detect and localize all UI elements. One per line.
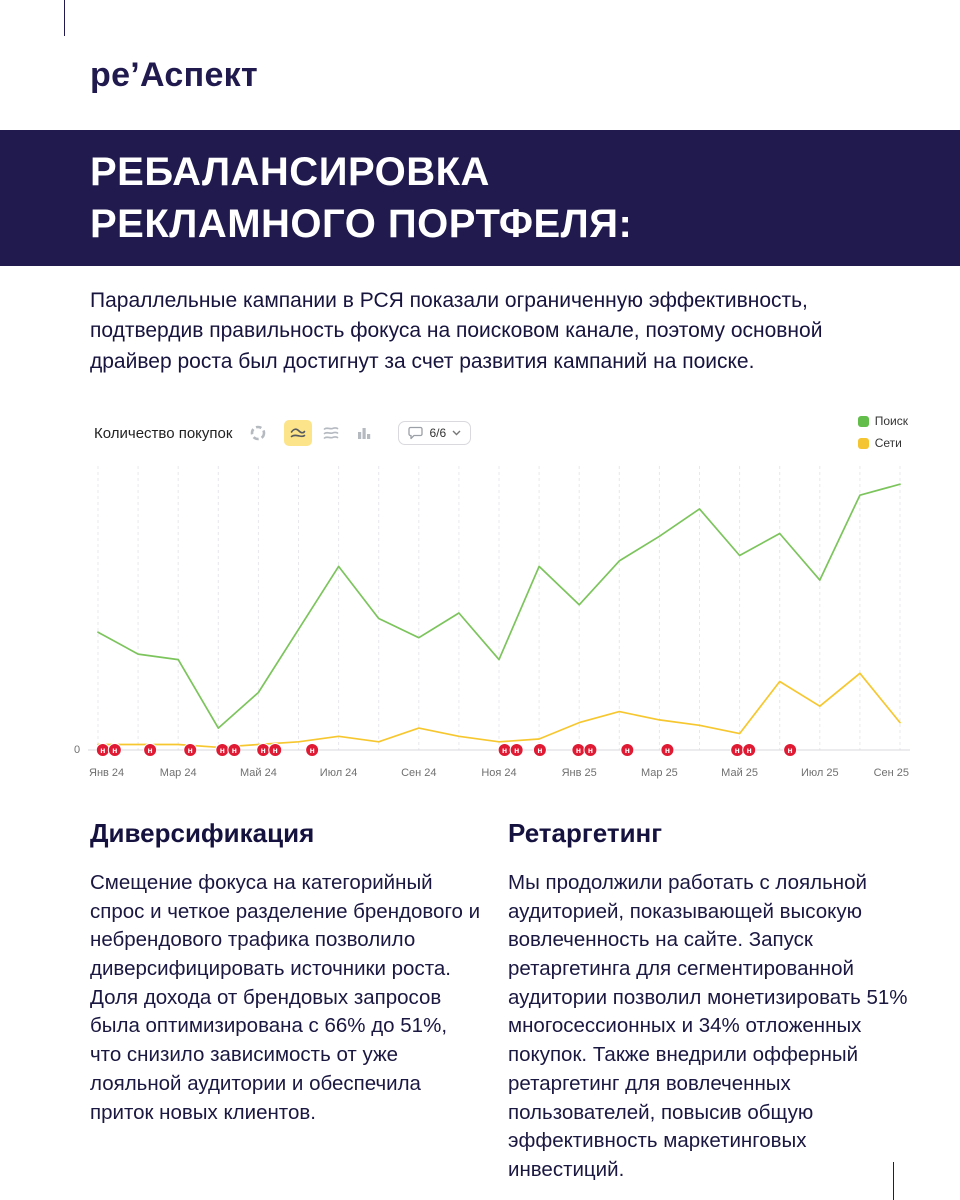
x-tick-label: Сен 25 [873, 767, 909, 779]
column-body: Мы продолжили работать с лояльной аудиторией, показывающей высокую вовлеченность на сайте. Запуск ретаргетинга для сегментированной аудитории позволил монетизировать 51% многосессионных и 34% отложенных покупок. Также внедрили офферный ретаргетинг для вовлеченных пользователей, повысив общую эффективность маркетинговых инвестиций. [508, 871, 908, 1181]
x-tick-label: Июл 24 [319, 767, 358, 779]
bar-chart-button[interactable] [350, 420, 378, 446]
chart-metric-label: Количество покупок [94, 424, 233, 442]
stacked-area-icon [322, 424, 340, 442]
x-tick-label: Ноя 24 [481, 767, 517, 779]
x-tick-label: Янв 25 [561, 767, 597, 779]
brand-logo: ре’Аспект [90, 56, 258, 94]
event-marker-letter: н [514, 745, 520, 755]
event-marker[interactable] [216, 744, 229, 757]
event-marker[interactable] [96, 744, 109, 757]
stacked-area-button[interactable] [317, 420, 345, 446]
event-marker-letter: н [575, 745, 581, 755]
event-marker-letter: н [231, 745, 237, 755]
column-retargeting [508, 818, 918, 1185]
event-marker[interactable] [731, 744, 744, 757]
event-marker[interactable] [269, 744, 282, 757]
x-tick-label: Май 24 [239, 767, 277, 779]
segments-icon [249, 424, 267, 442]
chart-type-switcher [284, 420, 378, 446]
event-marker[interactable] [306, 744, 319, 757]
column-body: Смещение фокуса на категорийный спрос и четкое разделение брендового и небрендового трафика позволило диверсифицировать источники роста. Доля дохода от брендовых запросов была оптимизирована с 66% до 51%, что снизило зависимость от уже лояльной аудитории и обеспечила приток новых клиентов. [90, 871, 481, 1124]
event-marker-letter: н [624, 745, 630, 755]
chart-legend [858, 414, 908, 450]
event-marker[interactable] [228, 744, 241, 757]
x-tick-label: Июл 25 [800, 767, 839, 779]
event-marker[interactable] [184, 744, 197, 757]
page-title-line-1: РЕБАЛАНСИРОВКА [90, 150, 490, 194]
intro-paragraph: Параллельные кампании в РСЯ показали ограниченную эффективность, подтвердив правильность фокуса на поисковом канале, поэтому основной драйвер роста был достигнут за счет развития кампаний на поиске. [90, 289, 823, 373]
event-marker-letter: н [272, 745, 278, 755]
segments-button[interactable] [244, 420, 272, 446]
legend-item-networks[interactable] [858, 436, 902, 450]
x-tick-label: Сен 24 [401, 767, 437, 779]
event-marker-letter: н [309, 745, 315, 755]
line-chart-button[interactable] [284, 420, 312, 446]
event-marker[interactable] [498, 744, 511, 757]
event-marker-letter: н [537, 745, 543, 755]
event-marker[interactable] [533, 744, 546, 757]
event-marker[interactable] [572, 744, 585, 757]
line-chart-icon [289, 424, 307, 442]
legend-label: Поиск [874, 414, 908, 428]
event-marker-letter: н [587, 745, 593, 755]
event-marker[interactable] [257, 744, 270, 757]
comment-bubble-icon [408, 426, 423, 440]
event-marker[interactable] [661, 744, 674, 757]
event-marker-letter: н [664, 745, 670, 755]
event-marker-letter: н [746, 745, 752, 755]
column-heading: Диверсификация [90, 818, 315, 848]
event-marker-letter: н [502, 745, 508, 755]
x-tick-label: Янв 24 [89, 767, 125, 779]
legend-label: Сети [874, 436, 902, 450]
column-diversification [90, 818, 482, 1185]
chevron-down-icon [452, 430, 461, 436]
chart-plot-area [88, 462, 910, 786]
event-marker[interactable] [784, 744, 797, 757]
event-marker-letter: н [100, 745, 106, 755]
bar-chart-icon [355, 424, 373, 442]
legend-swatch-green [858, 416, 869, 427]
y-axis-zero-label: 0 [74, 744, 81, 756]
event-marker[interactable] [584, 744, 597, 757]
top-corner-mark [64, 0, 65, 36]
pages-label: 6/6 [429, 426, 447, 440]
chart-toolbar [88, 414, 471, 452]
x-tick-label: Мар 25 [640, 767, 678, 779]
event-marker[interactable] [108, 744, 121, 757]
text-columns [90, 818, 918, 1185]
event-marker[interactable] [743, 744, 756, 757]
title-banner [0, 130, 960, 266]
x-tick-label: Мар 24 [159, 767, 197, 779]
column-heading: Ретаргетинг [508, 818, 663, 848]
event-marker-letter: н [112, 745, 118, 755]
event-marker-letter: н [260, 745, 266, 755]
x-tick-label: Май 25 [721, 767, 759, 779]
event-marker-letter: н [187, 745, 193, 755]
line-chart [88, 462, 910, 786]
event-marker-letter: н [734, 745, 740, 755]
legend-item-search[interactable] [858, 414, 908, 428]
event-marker-letter: н [219, 745, 225, 755]
segments-count-dropdown[interactable] [398, 421, 471, 445]
event-marker-letter: н [147, 745, 153, 755]
event-marker[interactable] [510, 744, 523, 757]
event-marker-letter: н [787, 745, 793, 755]
page-title-line-2: РЕКЛАМНОГО ПОРТФЕЛЯ: [90, 202, 633, 246]
event-marker[interactable] [144, 744, 157, 757]
legend-swatch-yellow [858, 438, 869, 449]
event-marker[interactable] [621, 744, 634, 757]
